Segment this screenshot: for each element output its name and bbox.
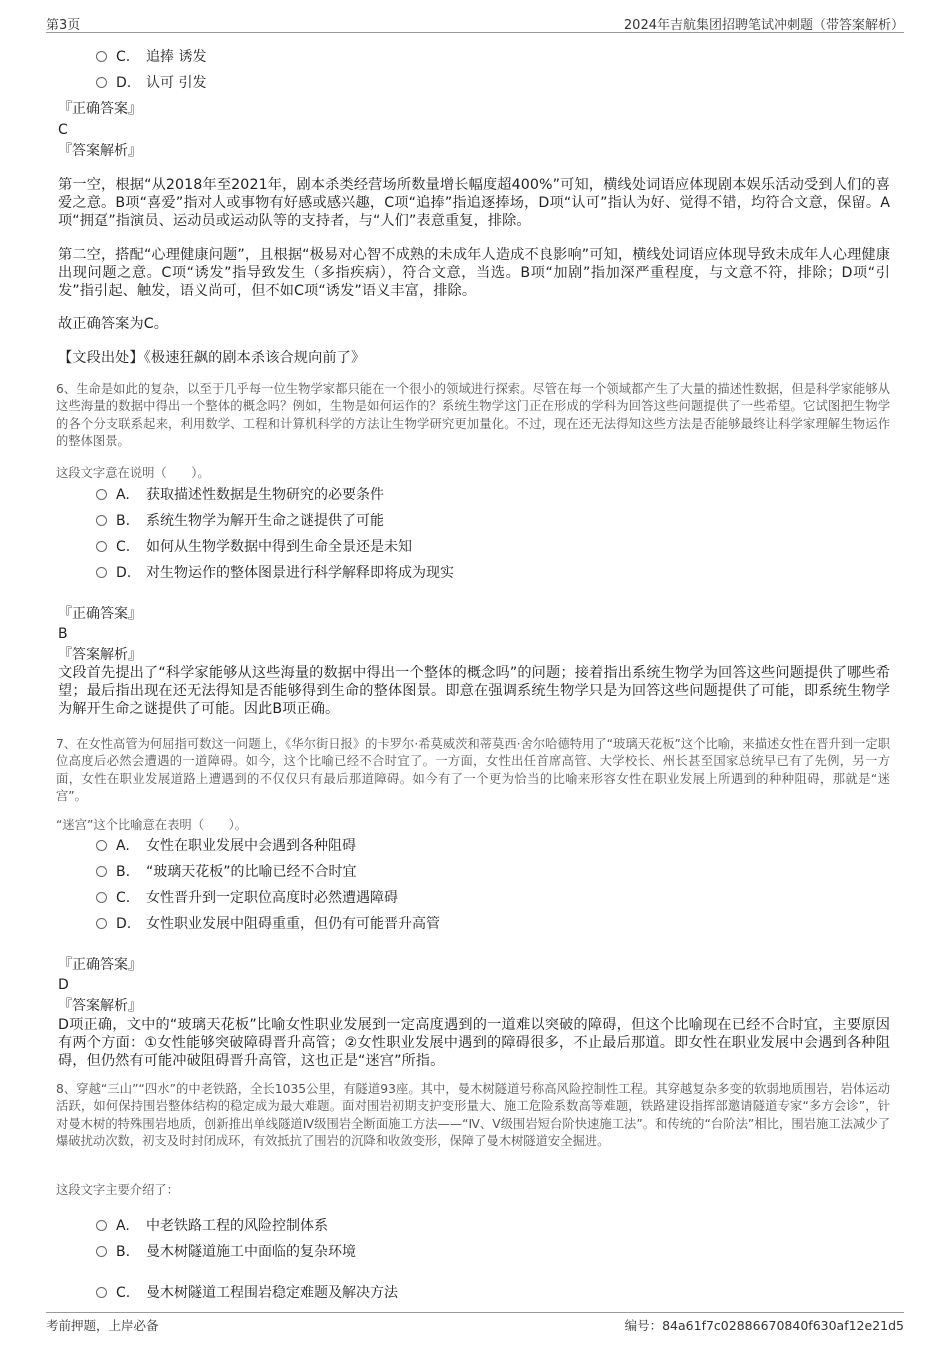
radio-icon[interactable]	[96, 1220, 107, 1231]
radio-icon[interactable]	[96, 567, 107, 578]
page-header	[46, 12, 904, 33]
document-code	[625, 1316, 904, 1334]
q6-question-text: 6、生命是如此的复杂，以至于几乎每一位生物学家都只能在一个很小的领域进行探索。尽管在每一个领域都产生了大量的描述性数据，但是科学家能够从这些海量的数据中得出一个整体的概念吗？例如，生物是如何运作的？系统生物学这门正在形成的学科为回答这些问题提供了一些希望。它试图把生物学的各个分支联系起来，利用数学、工程和计算机科学的方法让生物学研究更加量化。不过，现在还无法得知这些方法是否能够最终让科学家理解生物运作的整体图景。	[56, 382, 890, 449]
footer-slogan: 考前押题，上岸必备	[46, 1318, 159, 1333]
q5-answer: C	[58, 122, 68, 138]
q6-answer-label: 『正确答案』	[58, 606, 142, 622]
q8-option-c[interactable]: C. 曼木树隧道工程围岩稳定难题及解决方法	[96, 1283, 398, 1303]
q7-option-d[interactable]: D. 女性职业发展中阻碍重重，但仍有可能晋升高管	[96, 914, 440, 934]
radio-icon[interactable]	[96, 77, 107, 88]
q7-analysis-label: 『答案解析』	[58, 998, 142, 1014]
q6-option-d[interactable]: D. 对生物运作的整体图景进行科学解释即将成为现实	[96, 563, 454, 583]
radio-icon[interactable]	[96, 866, 107, 877]
page-footer	[46, 1312, 904, 1335]
q5-source: 【文段出处】《极速狂飙的剧本杀该合规向前了》	[58, 350, 366, 366]
q6-answer: B	[58, 626, 68, 642]
q7-option-c[interactable]: C. 女性晋升到一定职位高度时必然遭遇障碍	[96, 888, 398, 908]
radio-icon[interactable]	[96, 515, 107, 526]
q8-option-b[interactable]: B. 曼木树隧道施工中面临的复杂环境	[96, 1242, 356, 1262]
q5-analysis-paragraph-1: 第一空，根据“从2018年至2021年，剧本杀类经营场所数量增长幅度超400%”可知，横线处词语应体现剧本娱乐活动受到人们的喜爱之意。B项“喜爱”指对人或事物有好感或感兴趣，C项“追捧”指追逐捧场，D项“认可”指认为好、觉得不错，均符合文意，保留。A项“拥趸”指演员、运动员或运动队等的支持者，与“人们”表意重复，排除。	[58, 177, 890, 229]
q7-question-text: 7、在女性高管为何屈指可数这一问题上，《华尔街日报》的卡罗尔·希莫威茨和蒂莫西·舍尔哈德特用了“玻璃天花板”这个比喻，来描述女性在晋升到一定职位高度后必然会遭遇的一道障碍。如今，这个比喻已经不合时宜了。一方面，女性出任首席高管、大学校长、州长甚至国家总统早已有了先例，另一方面，女性在职业发展道路上遭遇到的不仅仅只有最后那道障碍。如今有了一个更为恰当的比喻来形容女性在职业发展上所遇到的种种阻碍，那就是“迷宫”。	[56, 737, 890, 804]
page-number: 第3页	[46, 18, 81, 33]
q5-option-d[interactable]: D. 认可 引发	[96, 73, 206, 93]
radio-icon[interactable]	[96, 489, 107, 500]
document-code-label: 编号：	[624, 1318, 663, 1333]
q8-question-text: 8、穿越“三山”“四水”的中老铁路，全长1035公里，有隧道93座。其中，曼木树隧道号称高风险控制性工程。其穿越复杂多变的软弱地质围岩，岩体运动活跃，如何保持围岩整体结构的稳定成为最大难题。面对围岩初期支护变形量大、施工危险系数高等难题，铁路建设指挥部邀请隧道专家“多方会诊”，针对曼木树的特殊围岩地质，创新推出单线隧道Ⅳ级围岩全断面施工方法——“Ⅳ、Ⅴ级围岩短台阶快速施工法”。和传统的“台阶法”相比，围岩施工法减少了爆破扰动次数，初支及时封闭成环，有效抵抗了围岩的沉降和收敛变形，保障了曼木树隧道安全掘进。	[56, 1082, 890, 1149]
q7-prompt: “迷宫”这个比喻意在表明（ ）。	[56, 818, 248, 832]
q7-answer-label: 『正确答案』	[58, 957, 142, 973]
radio-icon[interactable]	[96, 840, 107, 851]
radio-icon[interactable]	[96, 892, 107, 903]
q5-answer-label: 『正确答案』	[58, 101, 142, 117]
q6-option-b[interactable]: B. 系统生物学为解开生命之谜提供了可能	[96, 511, 384, 531]
q8-option-a[interactable]: A. 中老铁路工程的风险控制体系	[96, 1216, 328, 1236]
q7-option-b[interactable]: B. “玻璃天花板”的比喻已经不合时宜	[96, 862, 357, 882]
q5-option-c[interactable]: C. 追捧 诱发	[96, 47, 206, 67]
q7-option-a[interactable]: A. 女性在职业发展中会遇到各种阻碍	[96, 836, 356, 856]
q5-analysis-paragraph-3: 故正确答案为C。	[58, 316, 169, 332]
radio-icon[interactable]	[96, 1287, 107, 1298]
q6-prompt: 这段文字意在说明（ ）。	[56, 466, 210, 480]
document-code-value: 84a61f7c02886670840f630af12e21d5	[662, 1318, 904, 1333]
q5-analysis-label: 『答案解析』	[58, 143, 142, 159]
q5-analysis-paragraph-2: 第二空，搭配“心理健康问题”，且根据“极易对心智不成熟的未成年人造成不良影响”可知，横线处词语应体现导致未成年人心理健康出现问题之意。C项“诱发”指导致发生（多指疾病），符合文意，当选。B项“加剧”指加深严重程度，与文意不符，排除；D项“引发”指引起、触发，语义尚可，但不如C项“诱发”语义丰富，排除。	[58, 247, 890, 299]
q6-analysis: 文段首先提出了“科学家能够从这些海量的数据中得出一个整体的概念吗”的问题；接着指出系统生物学为回答这些问题提供了哪些希望；最后指出现在还无法得知是否能够得到生命的整体图景。即意在强调系统生物学只是为回答这些问题提供了可能，即系统生物学为解开生命之谜提供了可能。因此B项正确。	[58, 665, 890, 717]
q6-analysis-label: 『答案解析』	[58, 647, 142, 663]
q7-answer: D	[58, 977, 69, 993]
radio-icon[interactable]	[96, 51, 107, 62]
radio-icon[interactable]	[96, 1246, 107, 1257]
q6-option-c[interactable]: C. 如何从生物学数据中得到生命全景还是未知	[96, 537, 412, 557]
document-title: 2024年吉航集团招聘笔试冲刺题（带答案解析）	[623, 18, 904, 33]
q6-option-a[interactable]: A. 获取描述性数据是生物研究的必要条件	[96, 485, 384, 505]
q7-analysis: D项正确，文中的“玻璃天花板”比喻女性职业发展到一定高度遇到的一道难以突破的障碍，但这个比喻现在已经不合时宜，主要原因有两个方面：①女性能够突破障碍晋升高管；②女性职业发展中遇到的障碍很多，不止最后那道。即女性在职业发展中会遇到各种阻碍，但仍然有可能冲破阻碍晋升高管，这也正是“迷宫”所指。	[58, 1017, 890, 1069]
radio-icon[interactable]	[96, 918, 107, 929]
radio-icon[interactable]	[96, 541, 107, 552]
q8-prompt: 这段文字主要介绍了：	[56, 1183, 179, 1197]
